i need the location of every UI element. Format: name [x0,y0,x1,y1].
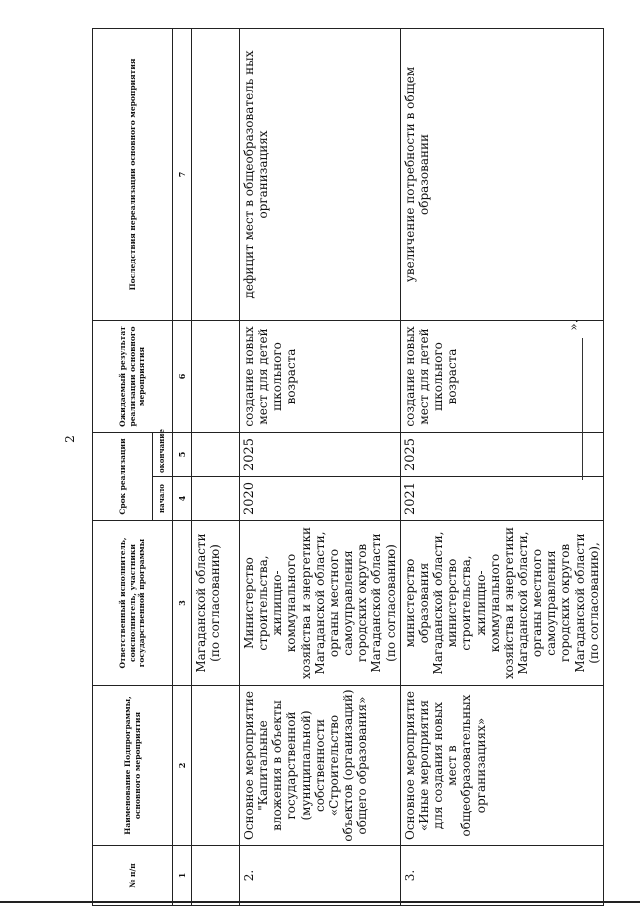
row-responsible: Магаданской области (по согласованию) [192,521,240,686]
row-end: 2025 [240,432,401,476]
row-start [192,477,240,521]
header-consequences: Последствия нереализации основного мероприятия [93,28,173,320]
header-period: Срок реализации [93,432,153,520]
header-num: № п/п [93,846,173,906]
header-start: начало [153,477,173,521]
row-result: создание новых мест для детей школьного возраста [400,320,603,432]
column-number: 7 [173,28,192,320]
row-num [192,846,240,906]
row-name [192,686,240,846]
row-name: Основное мероприятие «Иные мероприятия для создания новых мест в общеобразовательных организациях» [400,686,603,846]
row-start: 2020 [240,477,401,521]
header-responsible: Ответственный исполнитель, соисполнитель, участники государственной программы [93,521,173,686]
table-row [400,28,603,905]
column-number: 3 [173,521,192,686]
column-number: 1 [173,846,192,906]
closing-quote-mark: ». [566,319,581,331]
measures-table [92,28,604,906]
column-number-row [173,28,192,905]
column-number: 2 [173,686,192,846]
page-bottom-rule [0,901,640,903]
header-name: Наименование Подпрограммы, основного мероприятия [93,686,173,846]
table-row [192,28,240,905]
row-consequences: увеличение потребности в общем образовании [400,28,603,320]
row-end: 2025 [400,432,603,476]
row-num: 3. [400,846,603,906]
column-number: 6 [173,320,192,432]
row-result [192,320,240,432]
closing-rule [582,338,583,480]
row-start: 2021 [400,477,603,521]
column-number: 4 [173,477,192,521]
rotated-table-container [92,29,601,906]
row-responsible: министерство образования Магаданской области, министерство строительства, жилищно-коммунального хозяйства и энергетики Магаданской области, органы местного самоуправления городских округов Магаданской области (по согласованию), [400,521,603,686]
table-row [240,28,401,905]
row-responsible: Министерство строительства, жилищно-коммунального хозяйства и энергетики Магаданской области, органы местного самоуправления городских округов Магаданской области (по согласованию) [240,521,401,686]
column-number: 5 [173,432,192,476]
header-row [93,28,153,905]
page-number: 2 [62,435,77,443]
header-end: окончание [153,432,173,476]
row-consequences [192,28,240,320]
header-result: Ожидаемый результат реализации основного мероприятия [93,320,173,432]
row-end [192,432,240,476]
row-result: создание новых мест для детей школьного возраста [240,320,401,432]
row-name: Основное мероприятие "Капитальные вложения в объекты государственной (муниципальной) собственности «Строительство объектов (организаций) общего образования» [240,686,401,846]
row-num: 2. [240,846,401,906]
row-consequences: дефицит мест в общеобразователь ных организациях [240,28,401,320]
